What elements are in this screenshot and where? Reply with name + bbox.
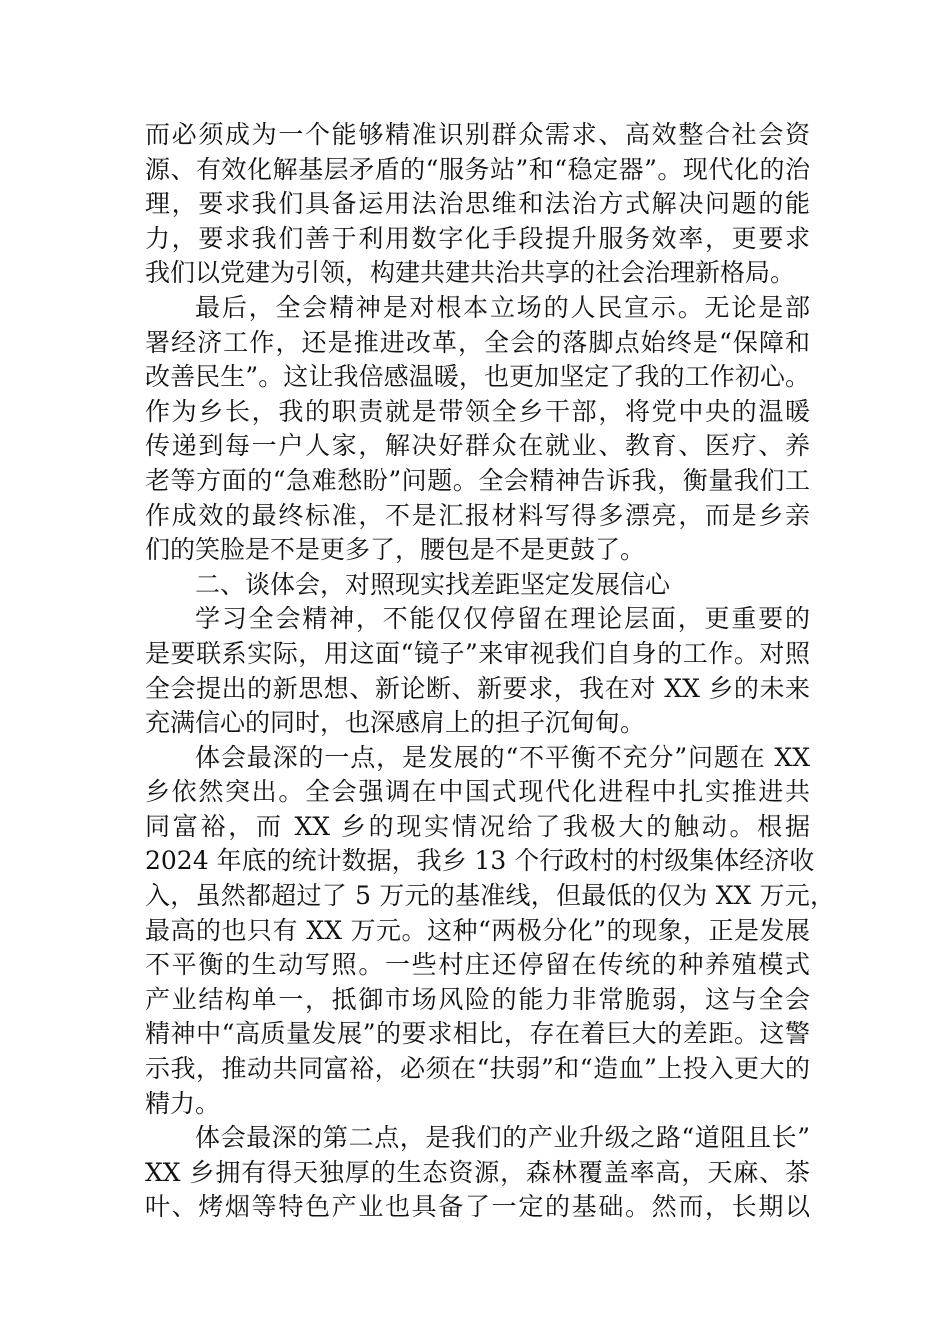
text-line: 精神中“高质量发展”的要求相比，存在着巨大的差距。这警 [145,1019,810,1049]
text-line: 传递到每一户人家，解决好群众在就业、教育、医疗、养 [145,431,810,461]
text-line: 是要联系实际，用这面“镜子”来审视我们自身的工作。对照 [145,638,810,668]
paragraph-first-line: 体会最深的第二点，是我们的产业升级之路“道阻且长” [195,1123,810,1153]
text-line: 老等方面的“急难愁盼”问题。全会精神告诉我，衡量我们工 [145,465,810,495]
text-line: 而必须成为一个能够精准识别群众需求、高效整合社会资 [145,120,810,149]
text-line: 最高的也只有 XX 万元。这种“两极分化”的现象，正是发展 [145,915,810,945]
text-line: 们的笑脸是不是更多了，腰包是不是更鼓了。 [145,535,646,565]
text-line: 力，要求我们善于利用数字化手段提升服务效率，更要求 [145,223,810,253]
text-line: 不平衡的生动写照。一些村庄还停留在传统的种养殖模式 [145,950,810,980]
text-line: 全会提出的新思想、新论断、新要求，我在对 XX 乡的未来 [145,673,810,703]
text-line: 改善民生”。这让我倍感温暖，也更加坚定了我的工作初心。 [145,362,810,392]
text-line: 同富裕，而 XX 乡的现实情况给了我极大的触动。根据 [145,811,810,841]
text-line: 2024 年底的统计数据，我乡 13 个行政村的村级集体经济收 [145,846,815,876]
text-line: 作为乡长，我的职责就是带领全乡干部，将党中央的温暖 [145,396,810,426]
text-line: 乡依然突出。全会强调在中国式现代化进程中扎实推进共 [145,777,810,807]
document-body [145,118,835,1225]
text-line: 源、有效化解基层矛盾的“服务站”和“稳定器”。现代化的治 [145,154,810,184]
paragraph-first-line: 最后，全会精神是对根本立场的人民宣示。无论是部 [195,292,810,322]
text-line: 产业结构单一，抵御市场风险的能力非常脆弱，这与全会 [145,984,810,1014]
text-line: 署经济工作，还是推进改革，全会的落脚点始终是“保障和 [145,327,810,357]
paragraph-first-line: 学习全会精神，不能仅仅停留在理论层面，更重要的 [195,604,810,634]
text-line: XX 乡拥有得天独厚的生态资源，森林覆盖率高，天麻、茶 [145,1157,810,1187]
text-line: 叶、烤烟等特色产业也具备了一定的基础。然而，长期以 [145,1192,810,1222]
text-line: 作成效的最终标准，不是汇报材料写得多漂亮，而是乡亲 [145,500,810,530]
text-line: 精力。 [145,1088,221,1118]
text-line: 示我，推动共同富裕，必须在“扶弱”和“造血”上投入更大的 [145,1054,810,1084]
text-line: 入，虽然都超过了 5 万元的基准线，但最低的仅为 XX 万元， [145,881,835,911]
text-line: 充满信心的同时，也深感肩上的担子沉甸甸。 [145,708,646,738]
section-heading: 二、谈体会，对照现实找差距坚定发展信心 [195,569,671,599]
text-line: 理，要求我们具备运用法治思维和法治方式解决问题的能 [145,189,810,219]
text-line: 我们以党建为引领，构建共建共治共享的社会治理新格局。 [145,258,796,288]
paragraph-first-line: 体会最深的一点，是发展的“不平衡不充分”问题在 XX [195,742,810,772]
